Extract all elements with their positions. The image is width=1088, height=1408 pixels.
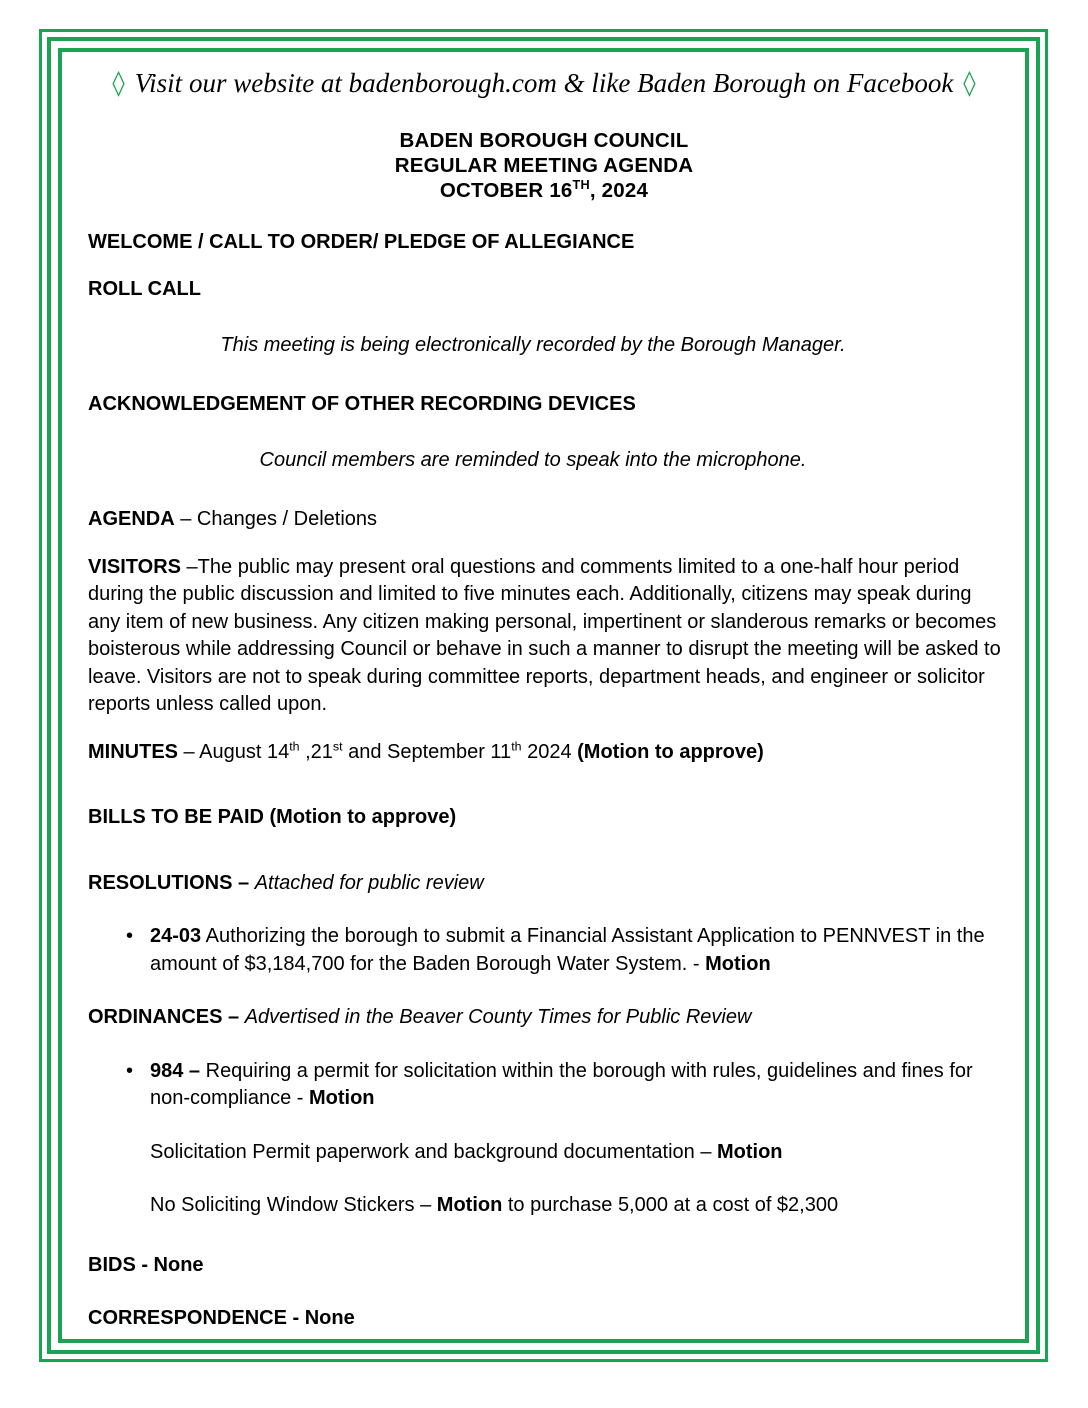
list-item-resolution-2403: [88, 923, 1008, 978]
diamond-icon-right: ◊: [963, 68, 976, 97]
spacer: [88, 474, 1008, 506]
ordinance-sub-solicitation-permit: [88, 1139, 1008, 1167]
section-visitors-text: –The public may present oral questions and comments limited to a one-half hour period during the public discussion and limited to five minutes each. Additionally, citizens may speak during any item of new business. Any citizen making personal, impertinent or slanderous remarks or becomes boisterous while addressing Council or behave in such a manner to disrupt the meeting will be asked to leave. Visitors are not to speak during committee reports, department heads, and engineer or solicitor reports unless called upon.: [88, 555, 1001, 715]
spacer: [88, 766, 1008, 804]
minutes-ordinal-2: st: [332, 738, 343, 753]
list-item-text: [150, 1058, 1008, 1113]
spacer: [88, 978, 1008, 1004]
spacer: [88, 534, 1008, 554]
section-ordinances-label: ORDINANCES –: [88, 1006, 245, 1028]
section-ordinances-note: Advertised in the Beaver County Times for Public Review: [244, 1006, 752, 1028]
resolution-number: 24-03: [150, 925, 202, 947]
window-stickers-rest: to purchase 5,000 at a cost of $2,300: [502, 1194, 839, 1216]
section-resolutions: [88, 870, 1008, 898]
title-line-date: [70, 178, 1018, 203]
note-recording: This meeting is being electronically recorded by the Borough Manager.: [220, 334, 846, 356]
diamond-icon-left: ◊: [112, 68, 125, 97]
spacer: [88, 719, 1008, 739]
document-body: [70, 229, 1018, 1333]
window-stickers-text: No Soliciting Window Stickers –: [150, 1194, 437, 1216]
document-title-block: [70, 128, 1018, 203]
spacer: [88, 1166, 1008, 1192]
bullet-icon: •: [126, 925, 134, 947]
section-resolutions-note: Attached for public review: [254, 871, 484, 894]
list-item-text: [150, 923, 1008, 978]
section-welcome: WELCOME / CALL TO ORDER/ PLEDGE OF ALLEGIANCE: [88, 231, 635, 253]
spacer: [88, 1032, 1008, 1058]
title-date-suffix: , 2024: [589, 179, 649, 202]
spacer: [88, 1279, 1008, 1305]
spacer: [88, 897, 1008, 923]
list-item-ordinance-984: [88, 1058, 1008, 1113]
section-ordinances: [88, 1004, 1008, 1032]
solicitation-permit-text: Solicitation Permit paperwork and background documentation –: [150, 1140, 717, 1163]
section-acknowledgement: ACKNOWLEDGEMENT OF OTHER RECORDING DEVICES: [88, 393, 636, 415]
section-bills: BILLS TO BE PAID (Motion to approve): [88, 806, 457, 828]
section-minutes-label: MINUTES: [88, 740, 178, 763]
minutes-ordinal-1: th: [289, 738, 300, 753]
minutes-dash: – August 14: [178, 740, 290, 763]
section-agenda-label: AGENDA: [88, 508, 175, 530]
ordinance-number: 984 –: [150, 1059, 201, 1082]
bullet-icon: •: [126, 1059, 134, 1082]
spacer: [88, 427, 1008, 447]
minutes-motion: (Motion to approve): [577, 740, 764, 763]
resolution-description: Authorizing the borough to submit a Financial Assistant Application to PENNVEST in the amount of $3,184,700 for the Baden Borough Water System. -: [150, 925, 985, 975]
title-line-council: BADEN BOROUGH COUNCIL: [399, 129, 689, 152]
note-microphone: Council members are reminded to speak into the microphone.: [259, 449, 807, 471]
spacer: [88, 1220, 1008, 1252]
section-minutes: [88, 739, 1008, 767]
document-content: [70, 58, 1018, 1333]
minutes-mid-3: 2024: [521, 740, 578, 763]
spacer: [88, 359, 1008, 391]
spacer: [88, 832, 1008, 870]
ordinance-sub-window-stickers: [88, 1192, 1008, 1220]
ordinance-description: Requiring a permit for solicitation within the borough with rules, guidelines and fines for non-compliance -: [150, 1059, 973, 1109]
spacer: [88, 312, 1008, 332]
section-visitors: [88, 554, 1008, 719]
spacer: [88, 1113, 1008, 1139]
website-banner-text: Visit our website at badenborough.com & like Baden Borough on Facebook: [134, 68, 954, 98]
section-bids: BIDS - None: [88, 1253, 204, 1276]
section-visitors-label: VISITORS: [88, 555, 181, 578]
title-line-meeting: REGULAR MEETING AGENDA: [394, 154, 694, 177]
website-banner: [70, 66, 1018, 100]
window-stickers-motion: Motion: [436, 1194, 503, 1216]
section-roll-call: ROLL CALL: [88, 278, 201, 300]
minutes-mid-1: ,21: [299, 740, 333, 763]
section-correspondence: CORRESPONDENCE - None: [88, 1307, 355, 1329]
section-agenda: [88, 506, 1008, 534]
section-resolutions-label: RESOLUTIONS –: [88, 871, 255, 894]
section-agenda-text: – Changes / Deletions: [174, 508, 378, 530]
ordinance-motion: Motion: [308, 1087, 375, 1109]
resolution-motion: Motion: [705, 952, 771, 975]
solicitation-permit-motion: Motion: [717, 1140, 783, 1163]
minutes-ordinal-3: th: [511, 738, 522, 753]
title-date-ordinal: TH: [572, 177, 590, 193]
minutes-mid-2: and September 11: [342, 740, 512, 763]
title-date-prefix: OCTOBER 16: [439, 179, 573, 202]
